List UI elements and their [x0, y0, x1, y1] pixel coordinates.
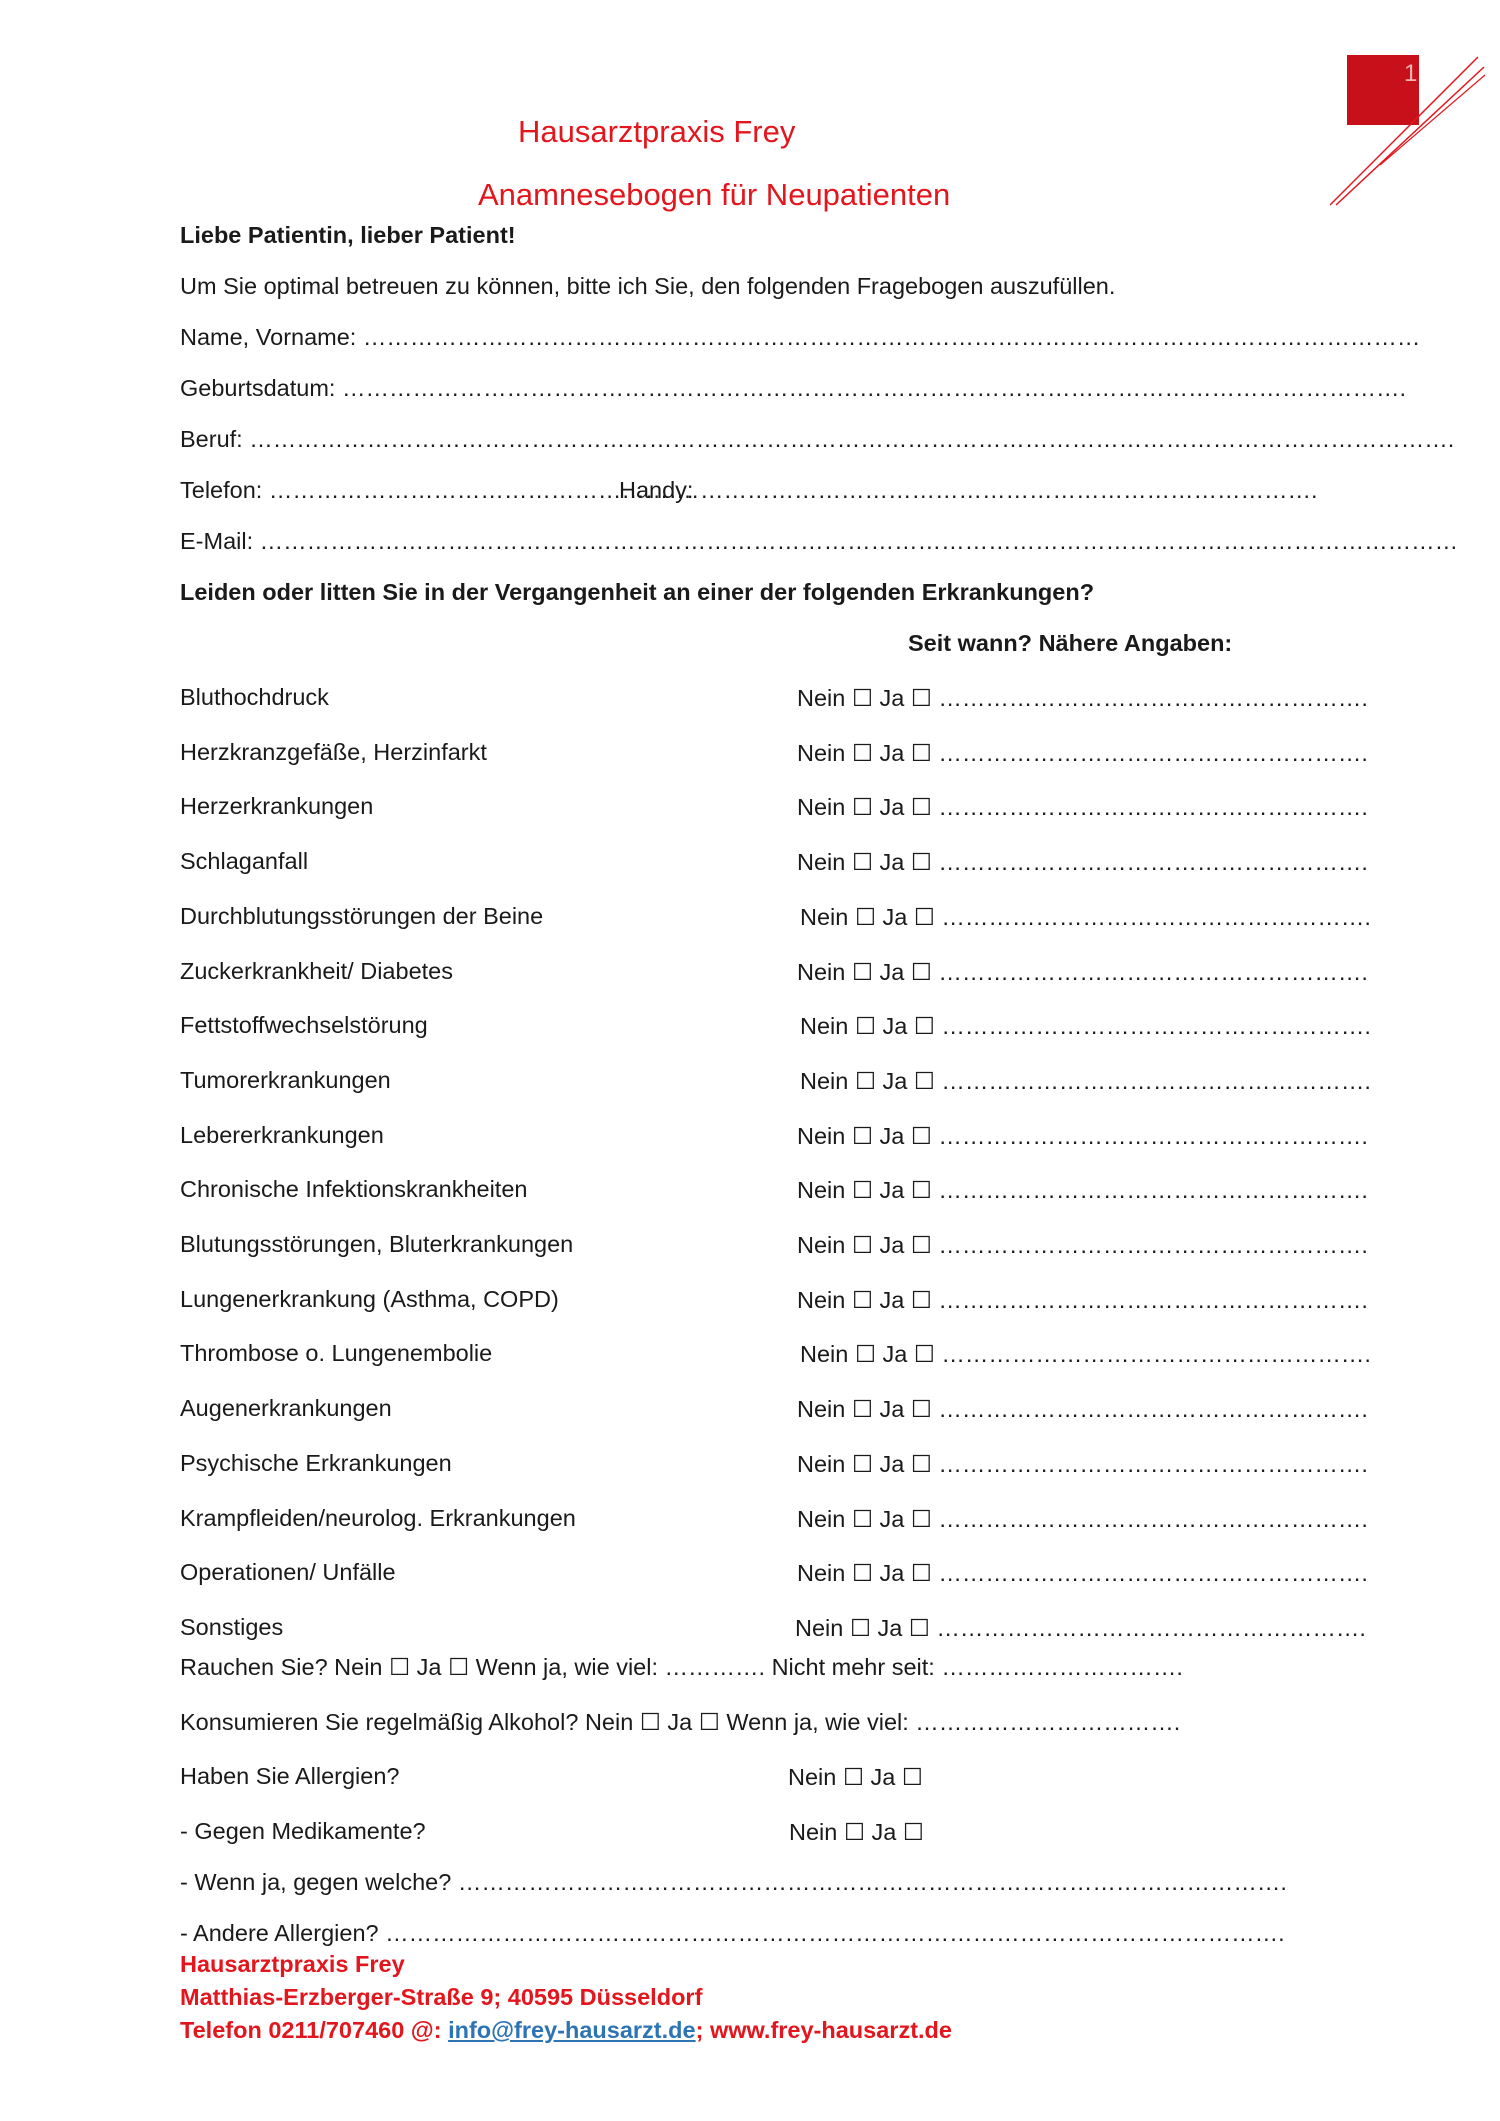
corner-decoration-lines: [1330, 55, 1490, 215]
condition-label: Bluthochdruck: [180, 684, 329, 710]
condition-label: Herzerkrankungen: [180, 793, 374, 819]
condition-choice[interactable]: Nein ☐ Ja ☐ ……………………………………………….: [797, 1123, 1368, 1149]
condition-choice[interactable]: Nein ☐ Ja ☐ ……………………………………………….: [797, 1560, 1368, 1586]
condition-label: Chronische Infektionskrankheiten: [180, 1176, 528, 1202]
condition-label: Operationen/ Unfälle: [180, 1559, 396, 1585]
condition-choice[interactable]: Nein ☐ Ja ☐ ……………………………………………….: [797, 849, 1368, 875]
footer-phone: Telefon 0211/707460 @:: [180, 2017, 449, 2043]
drug-allergy-choice[interactable]: Nein ☐ Ja ☐: [789, 1819, 924, 1845]
condition-choice[interactable]: Nein ☐ Ja ☐ ……………………………………………….: [800, 1341, 1371, 1367]
condition-label: Durchblutungsstörungen der Beine: [180, 903, 544, 929]
alcohol-question[interactable]: Konsumieren Sie regelmäßig Alkohol? Nein ☐ Ja ☐ Wenn ja, wie viel: …………………………….: [180, 1709, 1181, 1735]
conditions-question: Leiden oder litten Sie in der Vergangenheit an einer der folgenden Erkrankungen?: [180, 579, 1095, 605]
other-allergies-field[interactable]: - Andere Allergien? …………………………………………………………………………………………………….: [180, 1920, 1285, 1946]
condition-label: Lungenerkrankung (Asthma, COPD): [180, 1286, 559, 1312]
condition-choice[interactable]: Nein ☐ Ja ☐ ……………………………………………….: [797, 1287, 1368, 1313]
phone-field[interactable]: Telefon: ……………………………………………….: [180, 477, 699, 503]
allergies-choice[interactable]: Nein ☐ Ja ☐: [788, 1764, 923, 1790]
allergies-label: Haben Sie Allergien?: [180, 1763, 400, 1789]
condition-label: Sonstiges: [180, 1614, 284, 1640]
condition-label: Zuckerkrankheit/ Diabetes: [180, 958, 453, 984]
condition-choice[interactable]: Nein ☐ Ja ☐ ……………………………………………….: [800, 904, 1371, 930]
condition-choice[interactable]: Nein ☐ Ja ☐ ……………………………………………….: [797, 1396, 1368, 1422]
practice-title: Hausarztpraxis Frey: [518, 114, 796, 149]
condition-label: Schlaganfall: [180, 848, 309, 874]
footer-practice-name: Hausarztpraxis Frey: [180, 1951, 405, 1977]
condition-label: Fettstoffwechselstörung: [180, 1012, 428, 1038]
condition-choice[interactable]: Nein ☐ Ja ☐ ……………………………………………….: [797, 794, 1368, 820]
condition-label: Blutungsstörungen, Bluterkrankungen: [180, 1231, 574, 1257]
condition-choice[interactable]: Nein ☐ Ja ☐ ……………………………………………….: [800, 1013, 1371, 1039]
job-field[interactable]: Beruf: ……………………………………………………………………………………………………………………………………….: [180, 426, 1455, 452]
greeting: Liebe Patientin, lieber Patient!: [180, 222, 516, 248]
smoking-question[interactable]: Rauchen Sie? Nein ☐ Ja ☐ Wenn ja, wie viel: …………. Nicht mehr seit: ………………………….: [180, 1654, 1183, 1680]
condition-label: Thrombose o. Lungenembolie: [180, 1340, 493, 1366]
condition-label: Krampfleiden/neurolog. Erkrankungen: [180, 1505, 576, 1531]
condition-choice[interactable]: Nein ☐ Ja ☐ ……………………………………………….: [797, 1232, 1368, 1258]
form-title: Anamnesebogen für Neupatienten: [478, 177, 951, 212]
condition-choice[interactable]: Nein ☐ Ja ☐ ……………………………………………….: [797, 740, 1368, 766]
details-header: Seit wann? Nähere Angaben:: [908, 630, 1233, 656]
footer-separator: ;: [695, 2017, 710, 2043]
footer-address: Matthias-Erzberger-Straße 9; 40595 Düsseldorf: [180, 1984, 703, 2010]
name-field[interactable]: Name, Vorname: ………………………………………………………………………………………………………………………: [180, 324, 1421, 350]
condition-choice[interactable]: Nein ☐ Ja ☐ ……………………………………………….: [797, 1451, 1368, 1477]
condition-label: Herzkranzgefäße, Herzinfarkt: [180, 739, 487, 765]
mobile-field[interactable]: Handy: …………………………………………………………………….: [619, 477, 1318, 503]
email-field[interactable]: E-Mail: ………………………………………………………………………………………………………………………………………: [180, 528, 1459, 554]
page-number: 1: [1404, 60, 1418, 87]
condition-choice[interactable]: Nein ☐ Ja ☐ ……………………………………………….: [797, 1177, 1368, 1203]
condition-choice[interactable]: Nein ☐ Ja ☐ ……………………………………………….: [797, 959, 1368, 985]
footer-email-link[interactable]: info@frey-hausarzt.de: [448, 2017, 696, 2043]
birthdate-field[interactable]: Geburtsdatum: ……………………………………………………………………………………………………………………….: [180, 375, 1406, 401]
condition-label: Psychische Erkrankungen: [180, 1450, 452, 1476]
condition-choice[interactable]: Nein ☐ Ja ☐ ……………………………………………….: [800, 1068, 1371, 1094]
allergy-which-field[interactable]: - Wenn ja, gegen welche? …………………………………………………………………………………………….: [180, 1869, 1287, 1895]
footer-website[interactable]: www.frey-hausarzt.de: [709, 2017, 952, 2043]
condition-label: Tumorerkrankungen: [180, 1067, 391, 1093]
condition-choice[interactable]: Nein ☐ Ja ☐ ……………………………………………….: [797, 685, 1368, 711]
footer-contact: [180, 2017, 952, 2044]
intro-text: Um Sie optimal betreuen zu können, bitte ich Sie, den folgenden Fragebogen auszufüllen.: [180, 273, 1116, 299]
condition-choice[interactable]: Nein ☐ Ja ☐ ……………………………………………….: [795, 1615, 1366, 1641]
condition-label: Lebererkrankungen: [180, 1122, 384, 1148]
condition-label: Augenerkrankungen: [180, 1395, 392, 1421]
drug-allergy-label: - Gegen Medikamente?: [180, 1818, 426, 1844]
condition-choice[interactable]: Nein ☐ Ja ☐ ……………………………………………….: [797, 1506, 1368, 1532]
